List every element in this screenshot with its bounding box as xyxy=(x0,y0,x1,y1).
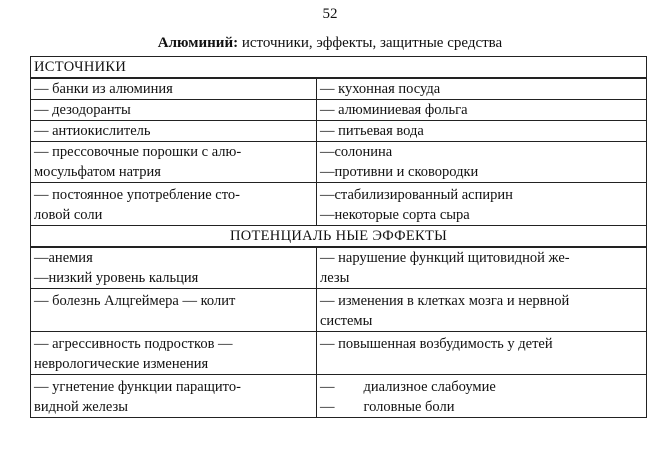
table-row xyxy=(31,247,647,289)
table-row xyxy=(31,375,647,418)
source-cell-left: — постоянное употребление сто- ловой соли xyxy=(31,183,317,226)
effect-cell-left: —анемия —низкий уровень кальция xyxy=(31,247,317,289)
source-cell-left: — дезодоранты xyxy=(31,100,317,121)
sources-effects-table xyxy=(30,56,647,418)
effect-cell-right: — повышенная возбудимость у детей xyxy=(317,332,647,375)
effect-cell-left: — болезнь Алцгеймера — колит xyxy=(31,289,317,332)
table-row xyxy=(31,121,647,142)
table-row xyxy=(31,332,647,375)
source-cell-right: — кухонная посуда xyxy=(317,78,647,100)
source-cell-left: — банки из алюминия xyxy=(31,78,317,100)
effect-cell-right: — нарушение функций щитовидной же- лезы xyxy=(317,247,647,289)
source-cell-right: —стабилизированный аспирин —некоторые сорта сыра xyxy=(317,183,647,226)
source-cell-left: — прессовочные порошки с алю- мосульфатом натрия xyxy=(31,142,317,183)
table-row xyxy=(31,100,647,121)
title-bold-part: Алюминий: xyxy=(157,35,239,51)
source-cell-right: —солонина —противни и сковородки xyxy=(317,142,647,183)
sources-heading: ИСТОЧНИКИ xyxy=(31,57,647,79)
effects-heading: ПОТЕНЦИАЛЬ НЫЕ ЭФФЕКТЫ xyxy=(31,226,647,248)
source-cell-right: — питьевая вода xyxy=(317,121,647,142)
page-number: 52 xyxy=(322,6,338,22)
table-row xyxy=(31,142,647,183)
effect-cell-left: — угнетение функции паращито- видной железы xyxy=(31,375,317,418)
effect-cell-right: — диализное слабоумие — головные боли xyxy=(317,375,647,418)
source-cell-right: — алюминиевая фольга xyxy=(317,100,647,121)
source-cell-left: — антиокислитель xyxy=(31,121,317,142)
effect-cell-left: — агрессивность подростков — неврологические изменения xyxy=(31,332,317,375)
title-rest: источники, эффекты, защитные средства xyxy=(238,35,503,51)
effect-cell-right: — изменения в клетках мозга и нервной системы xyxy=(317,289,647,332)
document-title xyxy=(0,35,660,52)
table-row xyxy=(31,183,647,226)
table-row xyxy=(31,289,647,332)
table-row xyxy=(31,78,647,100)
